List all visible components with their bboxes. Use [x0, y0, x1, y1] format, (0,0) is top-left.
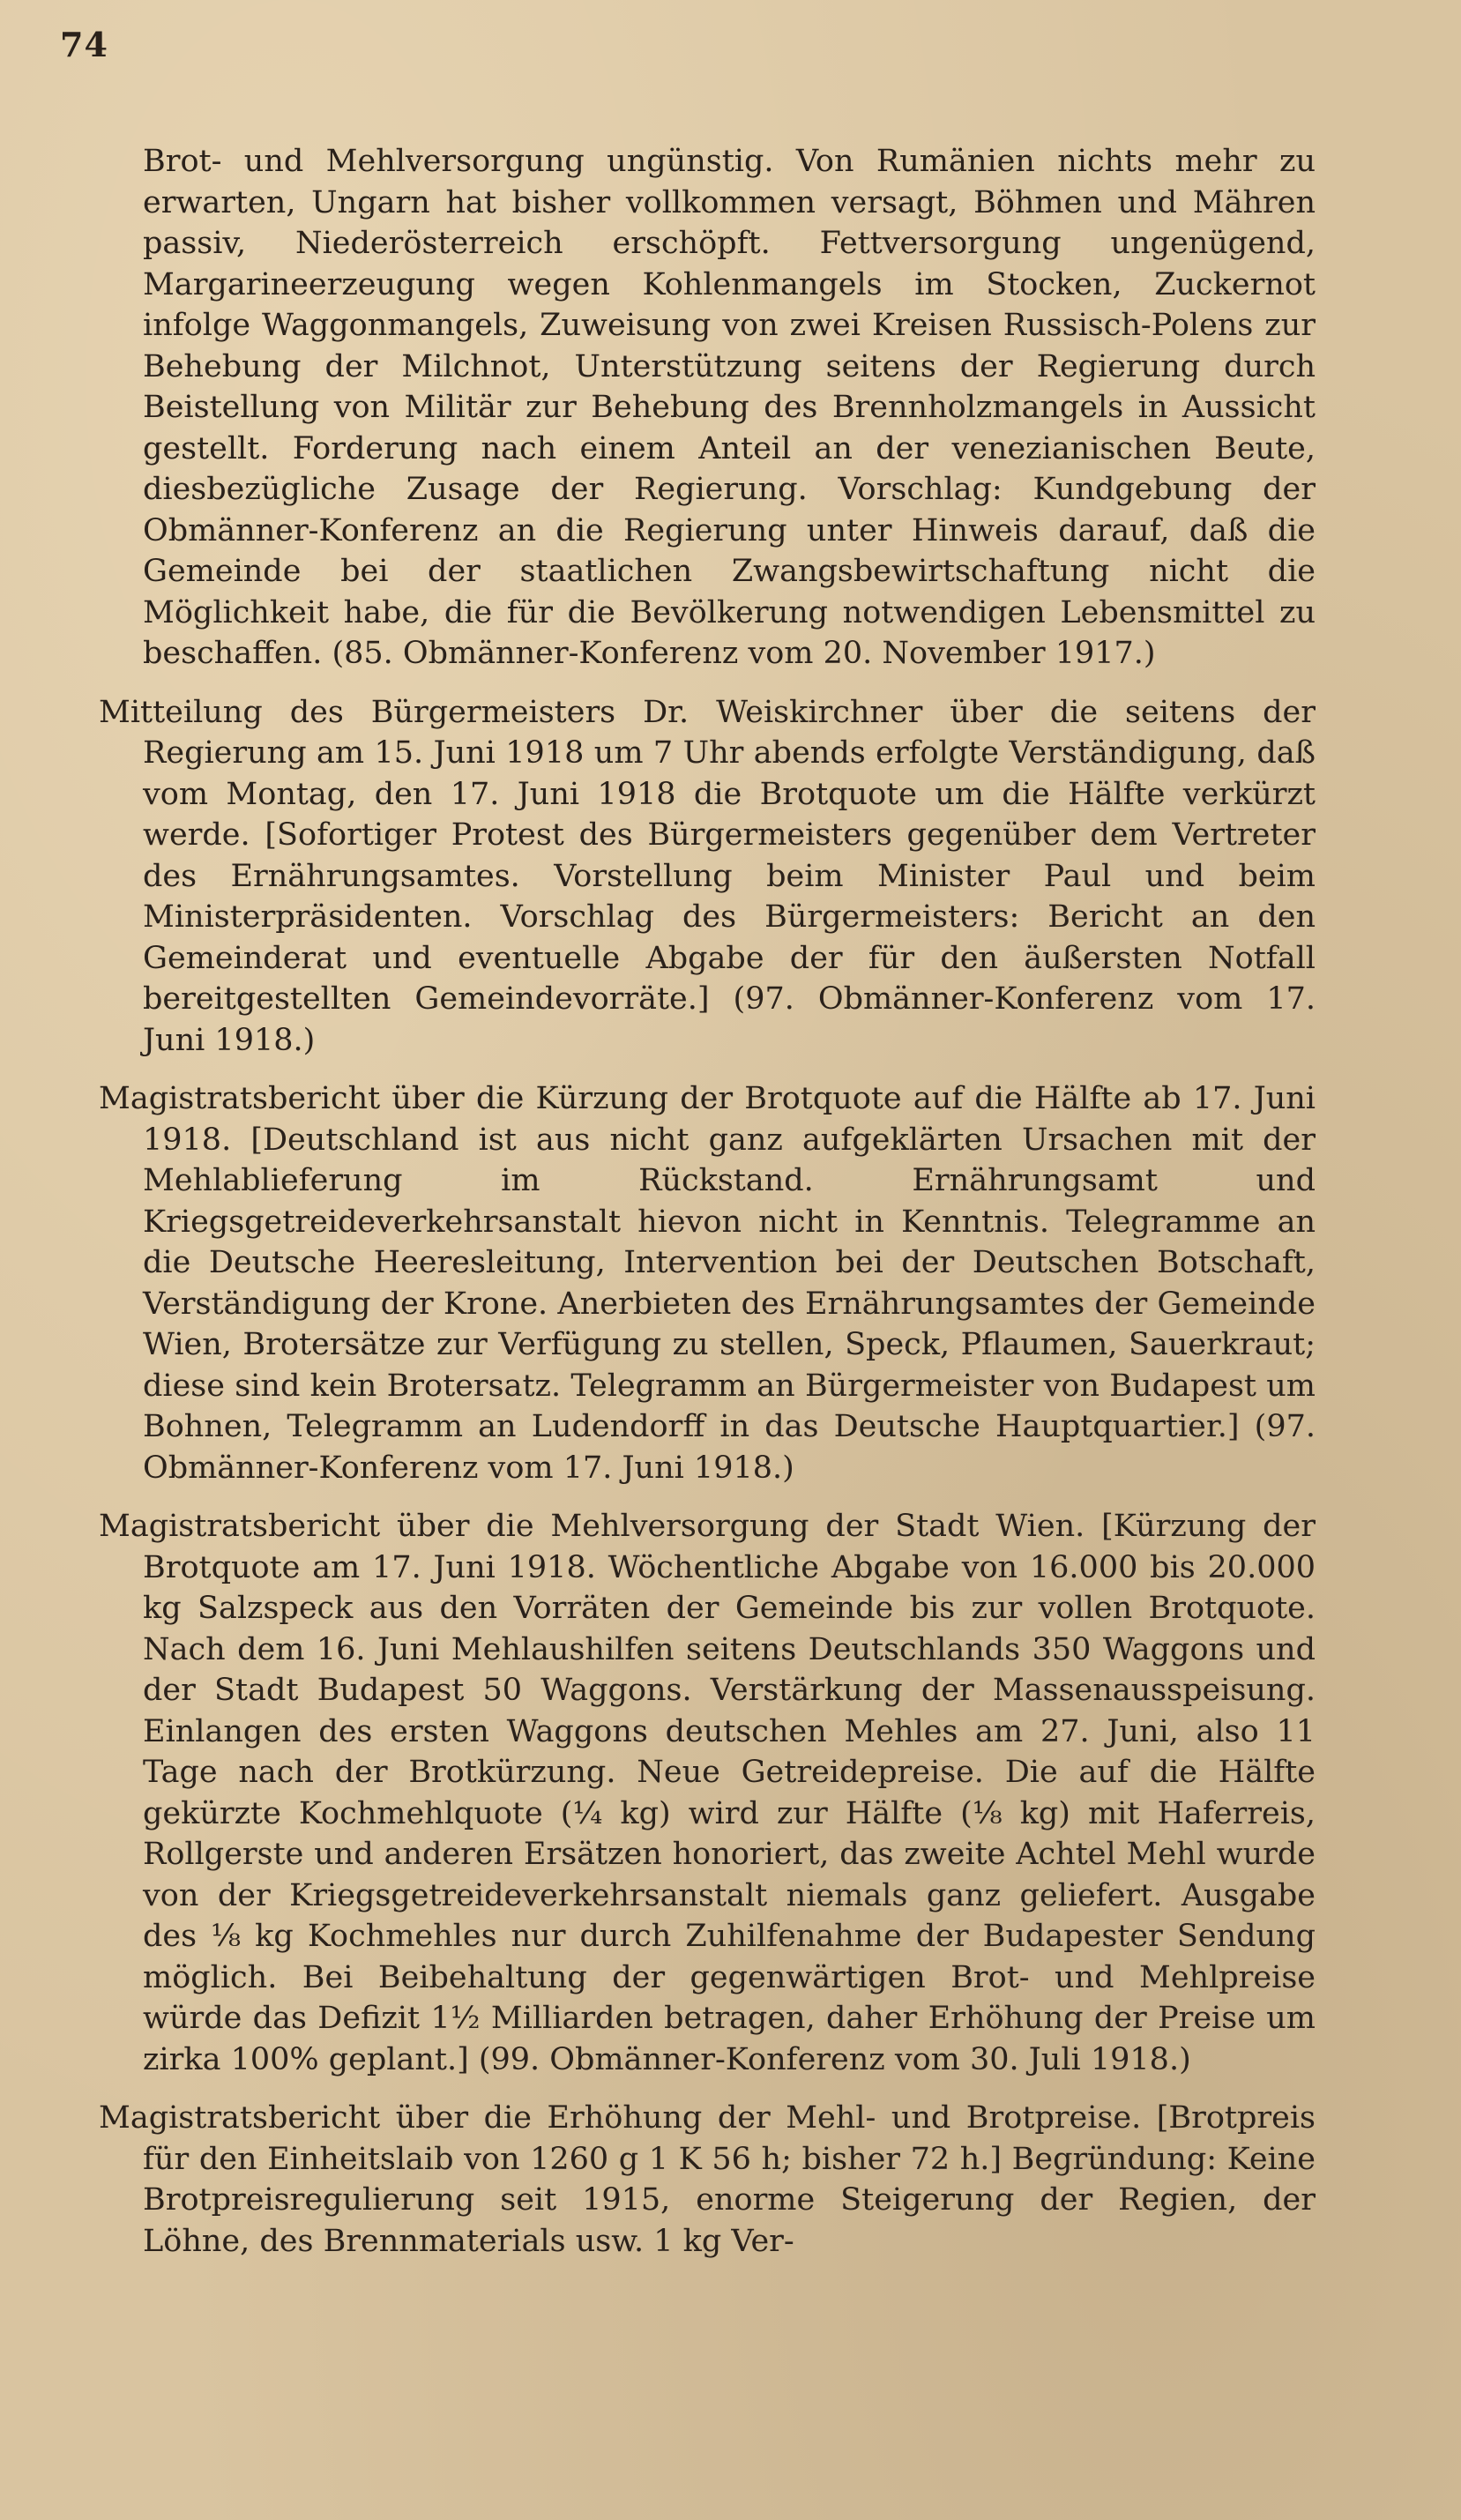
index-entry: Magistratsbericht über die Mehlversorgung der Stadt Wien. [Kürzung der Brotquote am 17. Juni 1918. Wöchentliche Abgabe von 16.000 bis 20.000 kg Salzspeck aus den Vorräten der Gemeinde bis zur vollen Brotquote. Nach dem 16. Juni Mehlaushilfen seitens Deutschlands 350 Waggons und der Stadt Budapest 50 Waggons. Verstärkung der Massenausspeisung. Einlangen des ersten Waggons deutschen Mehles am 27. Juni, also 11 Tage nach der Brotkürzung. Neue Getreidepreise. Die auf die Hälfte gekürzte Kochmehlquote (¼ kg) wird zur Hälfte (⅛ kg) mit Haferreis, Rollgerste und anderen Ersätzen honoriert, das zweite Achtel Mehl wurde von der Kriegsgetreideverkehrsanstalt niemals ganz geliefert. Ausgabe des ⅛ kg Kochmehles nur durch Zuhilfenahme der Budapester Sendung möglich. Bei Beibehaltung der gegenwärtigen Brot- und Mehlpreise würde das Defizit 1½ Milliarden betragen, daher Erhöhung der Preise um zirka 100% geplant.] (99. Obmänner-Konferenz vom 30. Juli 1918.) [99, 1509, 1316, 2077]
index-entries [99, 141, 1316, 2279]
page-number: 74 [60, 25, 108, 64]
index-entry: Magistratsbericht über die Kürzung der Brotquote auf die Hälfte ab 17. Juni 1918. [Deutschland ist aus nicht ganz aufgeklärten Ursachen mit der Mehlablieferung im Rückstand. Ernährungsamt und Kriegsgetreideverkehrsanstalt hievon nicht in Kenntnis. Telegramme an die Deutsche Heeresleitung, Intervention bei der Deutschen Botschaft, Verständigung der Krone. Anerbieten des Ernährungsamtes der Gemeinde Wien, Brotersätze zur Verfügung zu stellen, Speck, Pflaumen, Sauerkraut; diese sind kein Brotersatz. Telegramm an Bürgermeister von Budapest um Bohnen, Telegramm an Ludendorff in das Deutsche Hauptquartier.] (97. Obmänner-Konferenz vom 17. Juni 1918.) [99, 1081, 1316, 1486]
index-entry-continuation: Brot- und Mehlversorgung ungünstig. Von Rumänien nichts mehr zu erwarten, Ungarn hat bisher vollkommen versagt, Böhmen und Mähren passiv, Niederösterreich erschöpft. Fettversorgung ungenügend, Margarineerzeugung wegen Kohlenmangels im Stocken, Zuckernot infolge Waggonmangels, Zuweisung von zwei Kreisen Russisch-Polens zur Behebung der Milchnot, Unterstützung seitens der Regierung durch Beistellung von Militär zur Behebung des Brennholzmangels in Aussicht gestellt. Forderung nach einem Anteil an der venezianischen Beute, diesbezügliche Zusage der Regierung. Vorschlag: Kundgebung der Obmänner-Konferenz an die Regierung unter Hinweis darauf, daß die Gemeinde bei der staatlichen Zwangsbewirtschaftung nicht die Möglichkeit habe, die für die Bevölkerung notwendigen Lebensmittel zu beschaffen. (85. Obmänner-Konferenz vom 20. November 1917.) [143, 144, 1316, 671]
index-entry: Magistratsbericht über die Erhöhung der Mehl- und Brotpreise. [Brotpreis für den Einheitslaib von 1260 g 1 K 56 h; bisher 72 h.] Begründung: Keine Brotpreisregulierung seit 1915, enorme Steigerung der Regien, der Löhne, des Brennmaterials usw. 1 kg Ver- [99, 2100, 1316, 2259]
index-entry: Mitteilung des Bürgermeisters Dr. Weiskirchner über die seitens der Regierung am 15. Juni 1918 um 7 Uhr abends erfolgte Verständigung, daß vom Montag, den 17. Juni 1918 die Brotquote um die Hälfte verkürzt werde. [Sofortiger Protest des Bürgermeisters gegenüber dem Vertreter des Ernährungsamtes. Vorstellung beim Minister Paul und beim Ministerpräsidenten. Vorschlag des Bürgermeisters: Bericht an den Gemeinderat und eventuelle Abgabe der für den äußersten Notfall bereitgestellten Gemeindevorräte.] (97. Obmänner-Konferenz vom 17. Juni 1918.) [99, 694, 1316, 1058]
